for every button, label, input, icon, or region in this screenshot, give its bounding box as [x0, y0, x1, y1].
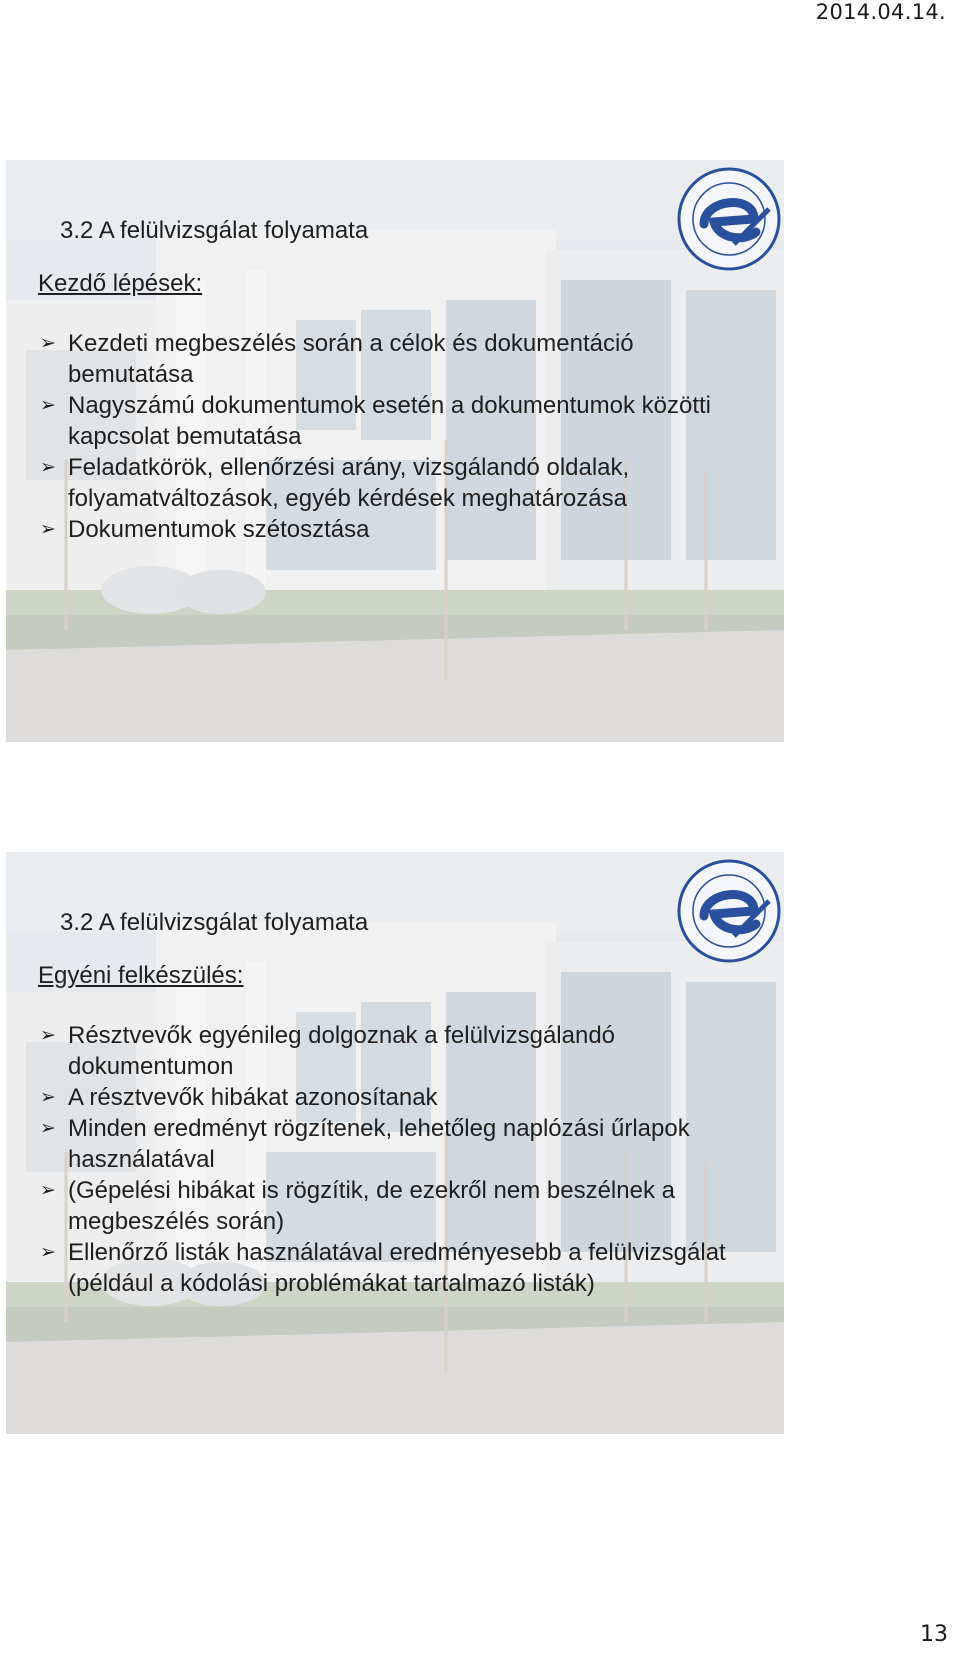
list-item [38, 1020, 758, 1082]
slide-subtitle: Kezdő lépések: [38, 270, 203, 297]
slide-title: 3.2 A felülvizsgálat folyamata [60, 217, 369, 244]
arrow-bullet-icon: ➢ [40, 394, 56, 416]
list-item [38, 1113, 758, 1175]
slide-title: 3.2 A felülvizsgálat folyamata [60, 909, 369, 936]
bullet-text: Nagyszámú dokumentumok esetén a dokumentumok közötti kapcsolat bemutatása [68, 392, 711, 450]
page-date: 2014.04.14. [815, 0, 946, 24]
slide-subtitle: Egyéni felkészülés: [38, 962, 244, 989]
list-item [38, 390, 758, 452]
bullet-list [38, 1020, 758, 1299]
slide-2 [6, 852, 784, 1434]
list-item [38, 452, 758, 514]
list-item [38, 1175, 758, 1237]
list-item [38, 1082, 758, 1113]
arrow-bullet-icon: ➢ [40, 1241, 56, 1263]
bullet-text: Dokumentumok szétosztása [68, 516, 370, 543]
list-item [38, 328, 758, 390]
arrow-bullet-icon: ➢ [40, 1086, 56, 1108]
university-seal-icon [674, 856, 784, 966]
slide-1 [6, 160, 784, 742]
list-item [38, 514, 758, 545]
bullet-list [38, 328, 758, 545]
bullet-text: Minden eredményt rögzítenek, lehetőleg naplózási űrlapok használatával [68, 1115, 690, 1173]
arrow-bullet-icon: ➢ [40, 1024, 56, 1046]
arrow-bullet-icon: ➢ [40, 456, 56, 478]
bullet-text: A résztvevők hibákat azonosítanak [68, 1084, 438, 1111]
arrow-bullet-icon: ➢ [40, 1117, 56, 1139]
bullet-text: Résztvevők egyénileg dolgoznak a felülvizsgálandó dokumentumon [68, 1022, 616, 1080]
university-seal-icon [674, 164, 784, 274]
arrow-bullet-icon: ➢ [40, 1179, 56, 1201]
bullet-text: Feladatkörök, ellenőrzési arány, vizsgálandó oldalak, folyamatváltozások, egyéb kérdések meghatározása [68, 454, 630, 512]
page-number: 13 [920, 1622, 948, 1647]
list-item [38, 1237, 758, 1299]
arrow-bullet-icon: ➢ [40, 518, 56, 540]
bullet-text: Kezdeti megbeszélés során a célok és dokumentáció bemutatása [68, 330, 634, 388]
arrow-bullet-icon: ➢ [40, 332, 56, 354]
bullet-text: Ellenőrző listák használatával eredményesebb a felülvizsgálat (például a kódolási problémákat tartalmazó listák) [68, 1239, 726, 1297]
bullet-text: (Gépelési hibákat is rögzítik, de ezekről nem beszélnek a megbeszélés során) [68, 1177, 675, 1235]
